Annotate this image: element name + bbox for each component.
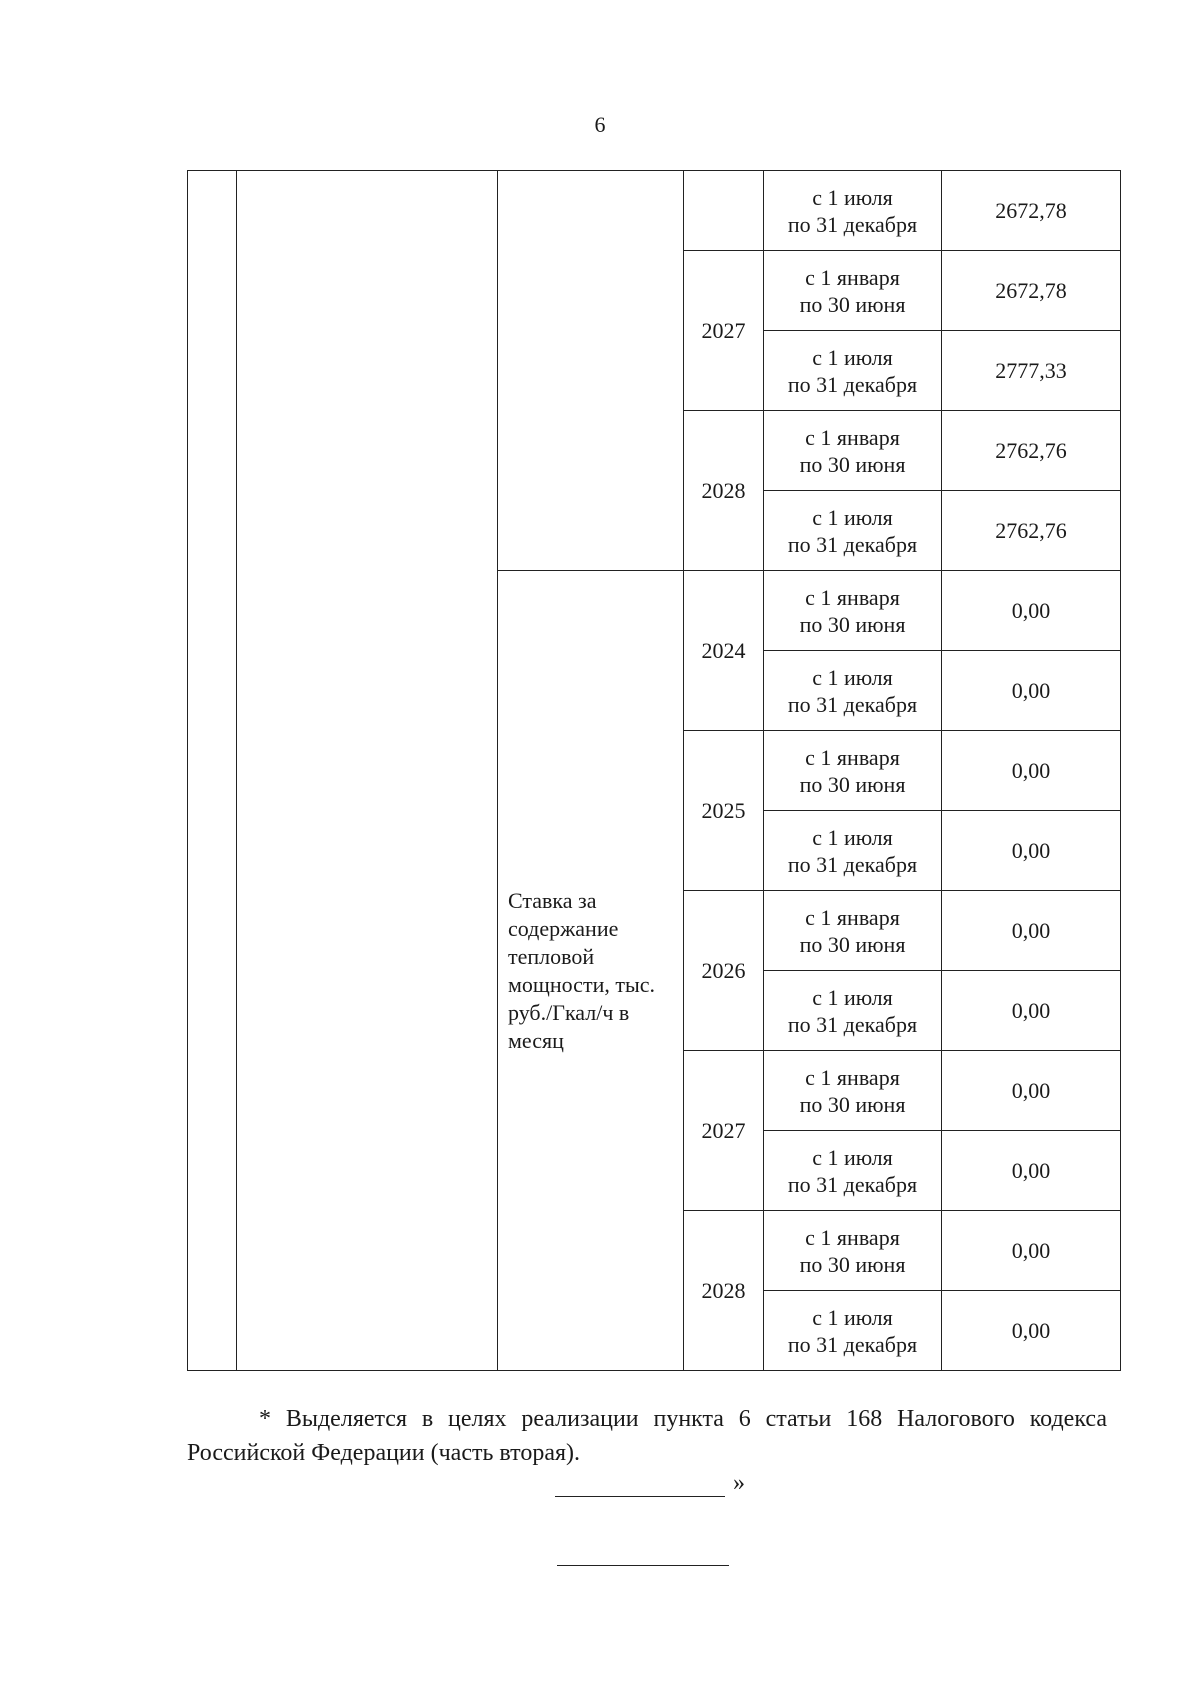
period-cell [764,651,942,731]
value-cell: 0,00 [942,891,1121,971]
year-cell [684,171,764,251]
period-to: по 31 декабря [787,851,918,877]
page-number: 6 [594,112,606,137]
value-cell: 2672,78 [942,251,1121,331]
value-cell: 2762,76 [942,491,1121,571]
period-from: с 1 января [805,424,900,450]
period-from: с 1 июля [812,504,893,530]
period-to: по 31 декабря [787,691,918,717]
period-from: с 1 января [805,1224,900,1250]
period-to: по 30 июня [799,1091,906,1117]
period-cell [764,331,942,411]
year-cell: 2026 [684,891,764,1051]
period-from: с 1 июля [812,344,893,370]
period-cell [764,1131,942,1211]
period-cell [764,891,942,971]
period-cell [764,251,942,331]
period-to: по 30 июня [799,931,906,957]
closing-mark: » [733,1470,745,1496]
period-from: с 1 июля [812,1304,893,1330]
value-cell: 0,00 [942,1291,1121,1371]
value-cell: 0,00 [942,571,1121,651]
period-from: с 1 января [805,1064,900,1090]
period-cell [764,731,942,811]
tariff-table [187,170,1121,1371]
year-cell: 2025 [684,731,764,891]
value-cell: 0,00 [942,731,1121,811]
value-cell: 0,00 [942,811,1121,891]
rate-description: Ставка за содержание тепловой мощности, тыс. руб./Гкал/ч в месяц [498,571,684,1371]
period-cell [764,811,942,891]
value-cell: 2777,33 [942,331,1121,411]
period-from: с 1 июля [812,984,893,1010]
footnote: * Выделяется в целях реализации пункта 6 статьи 168 Налогового кодекса Российской Федерации (часть вторая). [187,1406,1107,1466]
year-cell: 2027 [684,1051,764,1211]
period-from: с 1 июля [812,824,893,850]
value-cell: 0,00 [942,1211,1121,1291]
blank-cell-col1 [188,171,237,1371]
value-cell: 0,00 [942,971,1121,1051]
period-cell [764,411,942,491]
period-from: с 1 января [805,584,900,610]
period-to: по 30 июня [799,291,906,317]
year-cell: 2027 [684,251,764,411]
period-from: с 1 января [805,904,900,930]
value-cell: 2672,78 [942,171,1121,251]
period-to: по 30 июня [799,611,906,637]
value-cell: 2762,76 [942,411,1121,491]
period-cell [764,1291,942,1371]
period-from: с 1 июля [812,1144,893,1170]
period-cell [764,1211,942,1291]
period-cell [764,571,942,651]
period-from: с 1 июля [812,184,893,210]
value-cell: 0,00 [942,1051,1121,1131]
period-to: по 30 июня [799,1251,906,1277]
period-to: по 31 декабря [787,211,918,237]
blank-cell-col3 [498,171,684,571]
period-to: по 31 декабря [787,531,918,557]
period-to: по 30 июня [799,771,906,797]
value-cell: 0,00 [942,1131,1121,1211]
separator-line [555,1476,725,1497]
period-to: по 31 декабря [787,1011,918,1037]
period-cell [764,1051,942,1131]
period-from: с 1 января [805,264,900,290]
period-to: по 31 декабря [787,1171,918,1197]
year-cell: 2028 [684,1211,764,1371]
period-cell [764,171,942,251]
end-line [557,1565,729,1566]
period-to: по 30 июня [799,451,906,477]
table-row [188,171,1121,251]
value-cell: 0,00 [942,651,1121,731]
period-to: по 31 декабря [787,1331,918,1357]
year-cell: 2028 [684,411,764,571]
closing-quote [555,1470,745,1497]
period-cell [764,971,942,1051]
period-to: по 31 декабря [787,371,918,397]
year-cell: 2024 [684,571,764,731]
period-from: с 1 января [805,744,900,770]
blank-cell-col2 [237,171,498,1371]
period-from: с 1 июля [812,664,893,690]
period-cell [764,491,942,571]
